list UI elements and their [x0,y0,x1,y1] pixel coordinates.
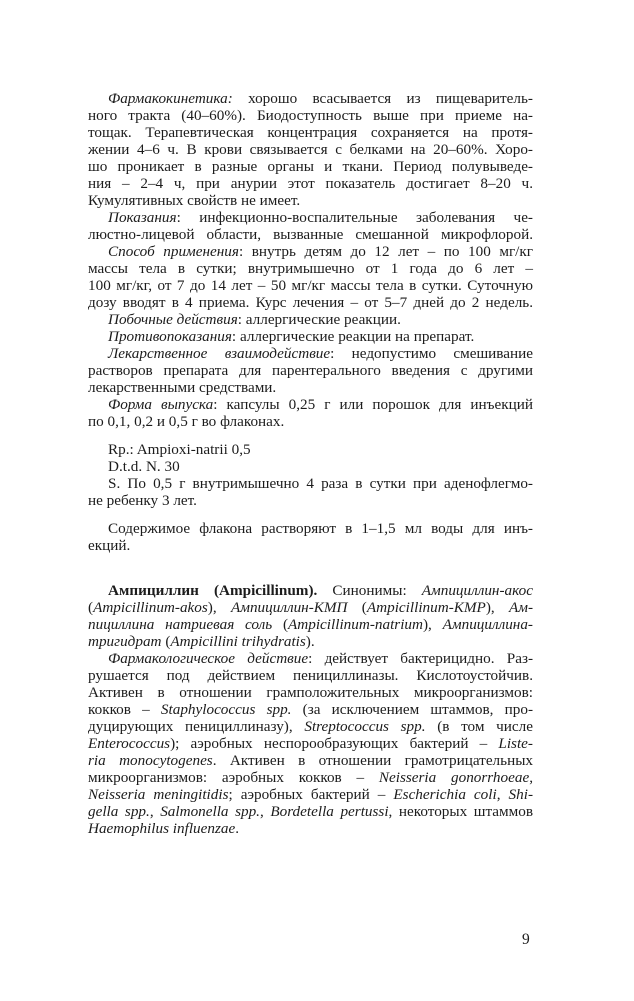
text-line [88,311,533,328]
italic-text: Ампициллина- [442,616,533,633]
text: Активен в отношении грамположительных микроорганизмов: [88,684,533,701]
text: (за исключением штаммов, про- [291,701,534,718]
text-line [88,633,533,650]
text: . Активен в отношении грамотрицательных [212,752,533,769]
text-line [88,192,533,209]
paragraph-gap [88,430,533,441]
italic-text: Ам- [509,599,534,616]
text: ). [305,633,315,650]
text: ( [88,599,94,616]
italic-text: Способ применения [108,243,239,260]
text: массы тела в сутки; внутримышечно от 1 года до 6 лет – [88,260,533,277]
text: , [149,803,161,820]
text-line [88,718,533,735]
italic-text: Форма выпуска [108,396,214,413]
text: : аллергические реакции. [237,311,401,328]
text: S. По 0,5 г внутримышечно 4 раза в сутки при аденофлегмо- [108,475,533,492]
italic-text: Haemophilus influenzae [88,820,236,837]
italic-text: Фармакологическое действие [108,650,309,667]
text-line [88,735,533,752]
italic-text: Побочные действия [108,311,238,328]
text-line [88,520,533,537]
prescription-block [88,441,533,509]
text-line [88,107,533,124]
text-line [88,769,533,786]
text: ), [423,616,443,633]
text-line [88,492,533,509]
text: : недопустимо смешивание [330,345,533,362]
paragraph [88,328,533,345]
text: Кумулятивных свойств не имеет. [88,192,301,209]
text-line [88,786,533,803]
text-line [88,650,533,667]
text-line [88,458,533,475]
text: ния – 2–4 ч, при анурии этот показатель достигает 8–20 ч. [88,175,533,192]
italic-text: Ampicillinum-akos [93,599,208,616]
text-line [88,820,533,837]
text: хорошо всасывается из пищеваритель- [232,90,533,107]
italic-text: Staphylococcus spp. [160,701,292,718]
text: : капсулы 0,25 г или порошок для инъекций [213,396,533,413]
text: тощак. Терапевтическая концентрация сохраняется на протя- [88,124,533,141]
text-line [88,803,533,820]
paragraph-gap [88,509,533,520]
italic-text: Neisseria gonorrhoeae [378,769,530,786]
text: шо проникает в разные органы и ткани. Период полувыведе- [88,158,533,175]
text: ( [272,616,288,633]
italic-text: Neisseria meningitidis [88,786,229,803]
text: по 0,1, 0,2 и 0,5 г во флаконах. [88,413,285,430]
text-line [88,362,533,379]
italic-text: Liste- [498,735,533,752]
paragraph [88,582,533,650]
text: не ребенку 3 лет. [88,492,197,509]
text: : действует бактерицидно. Раз- [308,650,533,667]
bold-text: Ампициллин (Ampicillinum). [108,582,318,599]
italic-text: gella spp. [88,803,150,820]
text-line [88,209,533,226]
text: : аллергические реакции на препарат. [231,328,475,345]
page-number: 9 [522,931,530,948]
text-line [88,226,533,243]
text-line [88,684,533,701]
text-line [88,537,533,554]
text-line [88,175,533,192]
paragraph [88,520,533,554]
text-line [88,243,533,260]
italic-text: Ampicillinum-KMP [366,599,486,616]
text: ; аэробных бактерий – [228,786,394,803]
text: ( [347,599,367,616]
paragraph [88,311,533,328]
text: дуцирующих пенициллиназу), [88,718,305,735]
italic-text: пициллина натриевая соль [88,616,273,633]
italic-text: Escherichia coli [393,786,497,803]
text: , некоторых штаммов [388,803,533,820]
italic-text: Shi- [508,786,534,803]
text-line [88,667,533,684]
italic-text: Streptococcus spp. [304,718,426,735]
paragraph [88,345,533,396]
text-line [88,752,533,769]
text-line [88,345,533,362]
italic-text: Enterococcus [88,735,171,752]
text: : внутрь детям до 12 лет – по 100 мг/кг [238,243,534,260]
italic-text: Ампициллин-акос [421,582,533,599]
text: микроорганизмов: аэробных кокков – [88,769,379,786]
text: растворов препарата для парентерального введения с другими [88,362,533,379]
text-line [88,124,533,141]
text-line [88,90,533,107]
paragraph [88,209,533,243]
text-line [88,396,533,413]
text-line [88,260,533,277]
paragraph [88,650,533,837]
text: : инфекционно-воспалительные заболевания че- [176,209,533,226]
text: , [259,803,271,820]
text: , [496,786,509,803]
italic-text: Salmonella spp. [160,803,260,820]
text: рушается под действием пенициллиназы. Кислотоустойчив. [88,667,533,684]
text: люстно-лицевой области, вызванные смешанной микрофлорой. [88,226,533,243]
text-line [88,158,533,175]
text: ), [485,599,509,616]
text-line [88,328,533,345]
italic-text: Ампициллин-КМП [230,599,348,616]
text-line [88,294,533,311]
italic-text: ria monocytogenes [88,752,213,769]
paragraph [88,396,533,430]
text: Синонимы: [317,582,422,599]
text-line [88,582,533,599]
page-body [88,90,533,837]
text: , [529,769,533,786]
text-line [88,441,533,458]
italic-text: Лекарственное взаимодействие [108,345,331,362]
text: лекарственными средствами. [88,379,277,396]
text-line [88,701,533,718]
text-line [88,413,533,430]
italic-text: Противопоказания [108,328,232,345]
text: Rp.: Ampioxi-natrii 0,5 [108,441,251,458]
text: D.t.d. N. 30 [108,458,180,475]
text-line [88,277,533,294]
text: (в том числе [425,718,533,735]
text: екций. [88,537,131,554]
text: кокков – [88,701,161,718]
italic-text: Ampicillini trihydratis [170,633,306,650]
text-line [88,599,533,616]
italic-text: Показания [108,209,177,226]
text: ( [161,633,171,650]
paragraph-gap [88,554,533,582]
text-line [88,379,533,396]
text: дозу вводят в 4 приема. Курс лечения – от 5–7 дней до 2 недель. [88,294,533,311]
text: жении 4–6 ч. В крови связывается с белками на 20–60%. Хоро- [88,141,533,158]
text: ), [207,599,231,616]
text: 100 мг/кг, от 7 до 14 лет – 50 мг/кг массы тела в сутки. Суточную [88,277,533,294]
italic-text: Bordetella pertussi [270,803,389,820]
italic-text: тригидрат [88,633,162,650]
text: Содержимое флакона растворяют в 1–1,5 мл воды для инъ- [108,520,533,537]
text-line [88,141,533,158]
text-line [88,475,533,492]
text: ); аэробных неспорообразующих бактерий – [170,735,499,752]
paragraph [88,90,533,209]
text: . [235,820,240,837]
text: ного тракта (40–60%). Биодоступность выше при приеме на- [88,107,533,124]
italic-text: Ampicillinum-natrium [288,616,423,633]
text-line [88,616,533,633]
paragraph [88,243,533,311]
italic-text: Фармакокинетика: [108,90,233,107]
